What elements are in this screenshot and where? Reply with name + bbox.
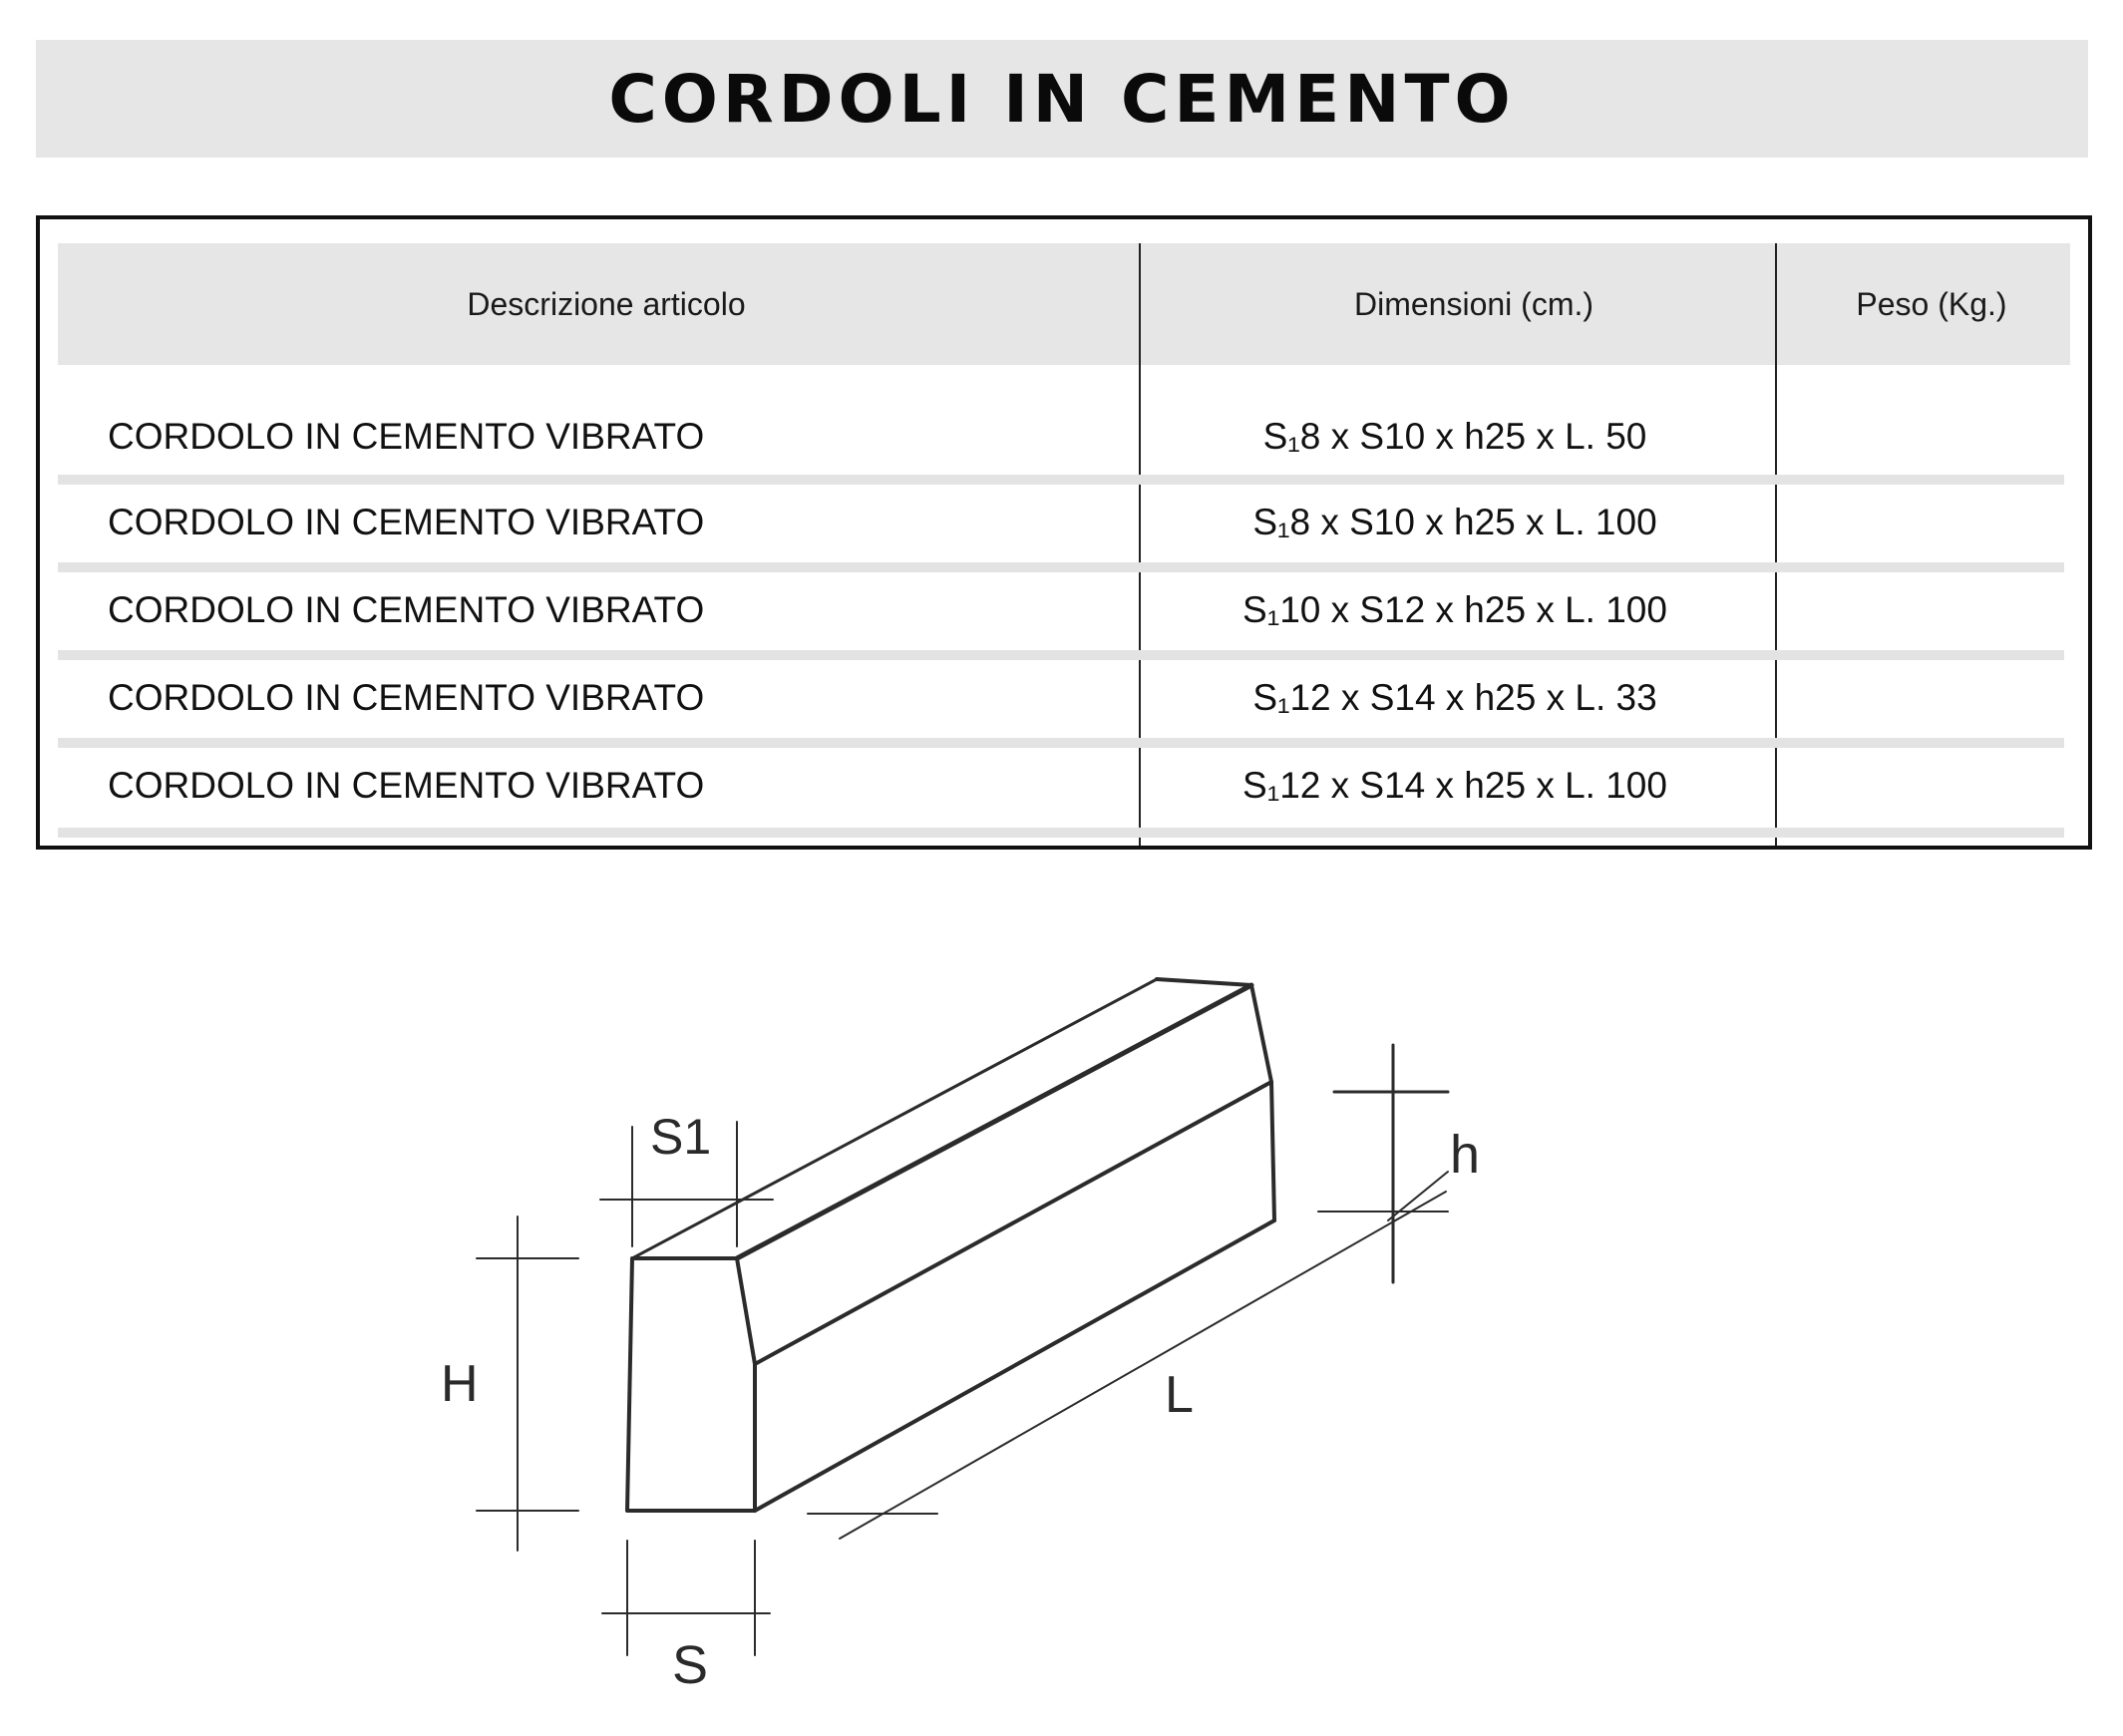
row-weight xyxy=(1753,748,2070,824)
row-weight xyxy=(1753,572,2070,648)
row-description: CORDOLO IN CEMENTO VIBRATO xyxy=(108,589,705,630)
label-s: S xyxy=(672,1635,709,1695)
row-dimensions: S₁8 x S10 x h25 x L. 100 xyxy=(1252,502,1657,542)
curb-top-edge xyxy=(632,979,1157,1258)
table-row xyxy=(58,748,2064,824)
table-header xyxy=(58,243,2070,365)
curb-front-face xyxy=(627,1258,755,1511)
product-table xyxy=(36,215,2092,850)
row-description: CORDOLO IN CEMENTO VIBRATO xyxy=(108,502,705,542)
curb-top-edge xyxy=(737,985,1251,1258)
table-row xyxy=(58,572,2064,648)
row-separator xyxy=(58,828,2064,838)
row-separator xyxy=(58,738,2064,748)
row-dimensions: S₁10 x S12 x h25 x L. 100 xyxy=(1242,589,1667,630)
row-dimensions: S₁8 x S10 x h25 x L. 50 xyxy=(1262,416,1647,457)
table-row xyxy=(58,660,2064,736)
row-description: CORDOLO IN CEMENTO VIBRATO xyxy=(108,677,705,718)
row-separator xyxy=(58,475,2064,485)
curb-back-edge xyxy=(1251,985,1274,1220)
page-title: CORDOLI IN CEMENTO xyxy=(608,60,1516,138)
curb-chamfer-line xyxy=(755,1082,1271,1364)
row-separator xyxy=(58,562,2064,572)
row-description: CORDOLO IN CEMENTO VIBRATO xyxy=(108,416,705,457)
table-row xyxy=(58,399,2064,475)
row-weight xyxy=(1753,399,2070,475)
label-h-small: h xyxy=(1450,1125,1481,1185)
dimension-line-l xyxy=(840,1192,1446,1539)
dimension-tick xyxy=(1388,1172,1448,1220)
row-separator xyxy=(58,650,2064,660)
row-description: CORDOLO IN CEMENTO VIBRATO xyxy=(108,765,705,806)
header-weight: Peso (Kg.) xyxy=(1856,285,2007,322)
label-h-large: H xyxy=(441,1355,479,1413)
row-dimensions: S₁12 x S14 x h25 x L. 33 xyxy=(1252,677,1657,718)
title-banner xyxy=(36,40,2088,158)
curb-bottom-edge xyxy=(755,1220,1274,1511)
header-description: Descrizione articolo xyxy=(467,285,746,322)
label-length: L xyxy=(1165,1366,1194,1424)
curb-top-edge xyxy=(1157,979,1251,985)
header-dimensions: Dimensioni (cm.) xyxy=(1353,285,1594,322)
row-weight xyxy=(1753,660,2070,736)
row-weight xyxy=(1753,485,2070,560)
row-dimensions: S₁12 x S14 x h25 x L. 100 xyxy=(1242,765,1667,806)
table-row xyxy=(58,485,2064,560)
label-s1: S1 xyxy=(650,1109,712,1165)
